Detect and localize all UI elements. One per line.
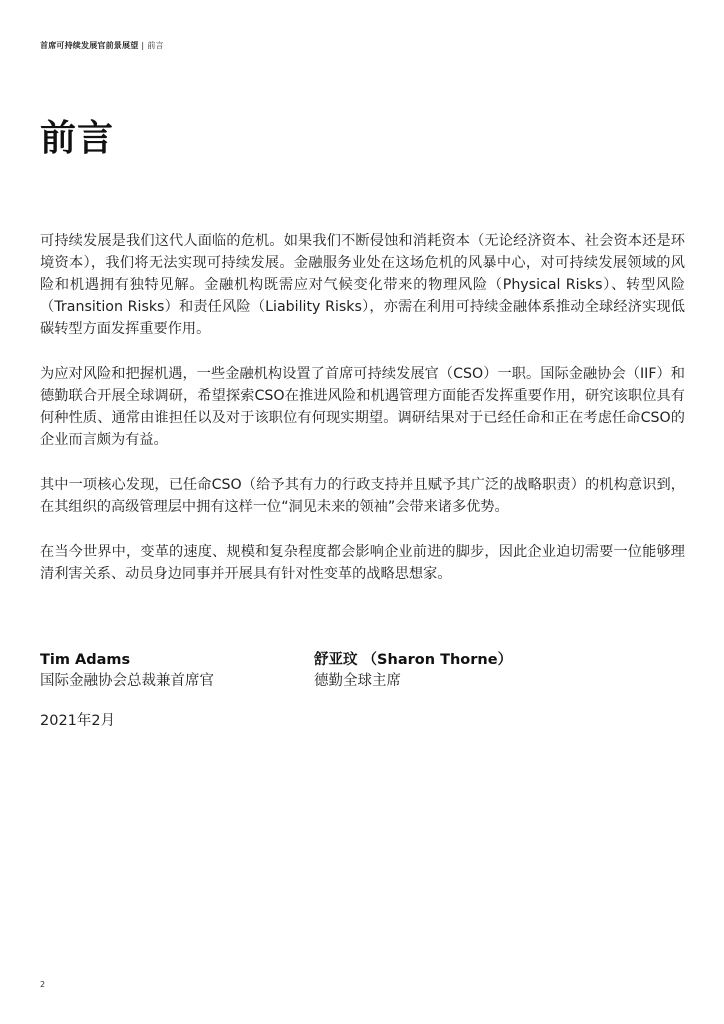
signatory-name: 舒亚玟 （Sharon Thorne） [314, 652, 513, 668]
paragraph-1: 可持续发展是我们这代人面临的危机。如果我们不断侵蚀和消耗资本（无论经济资本、社会资本还是环境资本），我们将无法实现可持续发展。金融服务业处在这场危机的风暴中心，对可持续发展领域的风险和机遇拥有独特见解。金融机构既需应对气候变化带来的物理风险（Physical Risks）、转型风险（Transition Risks）和责任风险（Liability Risks），亦需在利用可持续金融体系推动全球经济实现低碳转型方面发挥重要作用。 [40, 233, 685, 337]
header-section: 前言 [147, 41, 164, 50]
paragraph-2: 为应对风险和把握机遇，一些金融机构设置了首席可持续发展官（CSO）一职。国际金融协会（IIF）和德勤联合开展全球调研，希望探索CSO在推进风险和机遇管理方面能否发挥重要作用，研究该职位具有何种性质、通常由谁担任以及对于该职位有何现实期望。调研结果对于已经任命和正在考虑任命CSO的企业而言颇为有益。 [40, 366, 685, 448]
running-header [40, 40, 164, 51]
report-title: 首席可持续发展官前景展望 [40, 41, 139, 50]
page-number: 2 [40, 980, 46, 989]
signatory-name: Tim Adams [40, 652, 131, 668]
paragraph-3: 其中一项核心发现，已任命CSO（给予其有力的行政支持并且赋予其广泛的战略职责）的机构意识到，在其组织的高级管理层中拥有这样一位“洞见未来的领袖”会带来诸多优势。 [40, 477, 685, 515]
signatory-role: 国际金融协会总裁兼首席官 [40, 673, 214, 689]
foreword-body [40, 230, 685, 608]
paragraph-4: 在当今世界中，变革的速度、规模和复杂程度都会影响企业前进的脚步，因此企业迫切需要一位能够理清利害关系、动员身边同事并开展具有针对性变革的战略思想家。 [40, 544, 685, 582]
signatory-2 [314, 650, 512, 692]
header-separator: | [141, 41, 145, 50]
page-title: 前言 [40, 118, 115, 159]
signatory-1 [40, 650, 214, 692]
signatory-role: 德勤全球主席 [314, 673, 401, 689]
date: 2021年2月 [40, 713, 116, 729]
